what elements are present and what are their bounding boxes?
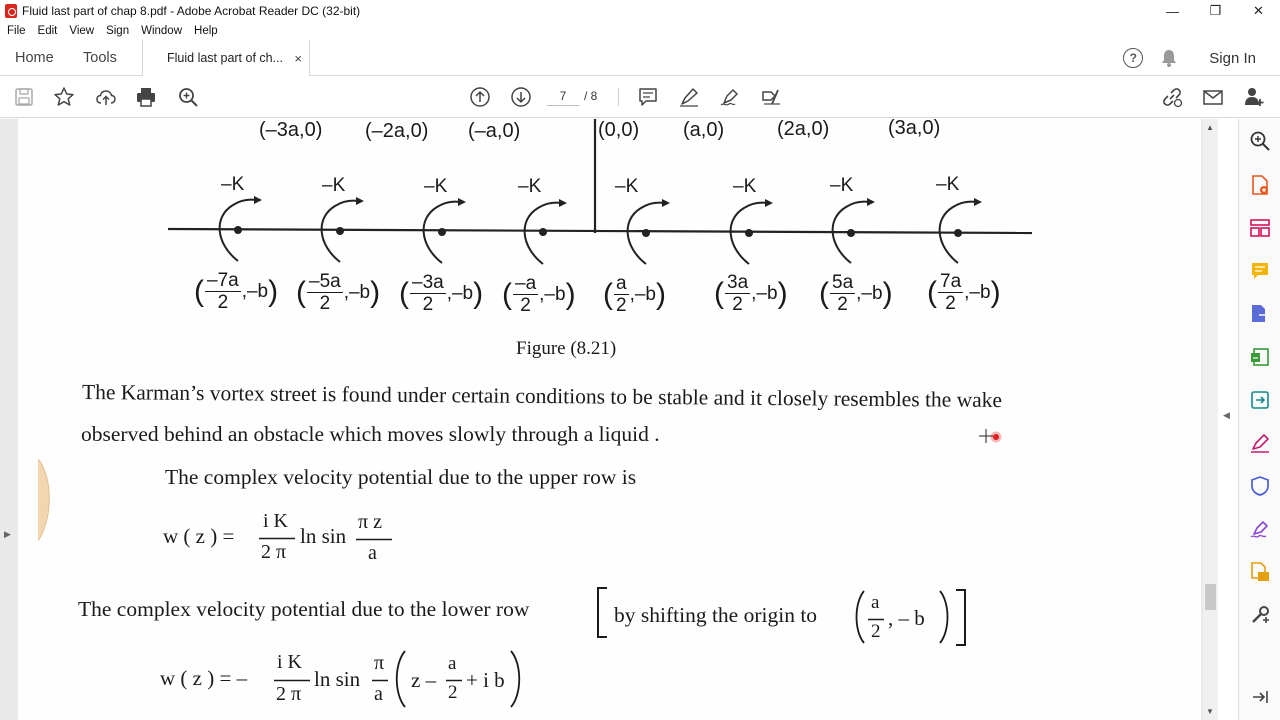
scrollbar-thumb[interactable]: [1205, 584, 1216, 610]
tab-home[interactable]: Home: [15, 50, 54, 66]
tab-tools[interactable]: Tools: [83, 50, 117, 66]
equation-denominator: a: [368, 542, 377, 564]
create-pdf-icon[interactable]: [1248, 173, 1272, 197]
vortex-strength-label: –K: [830, 175, 854, 196]
draw-sign-icon[interactable]: [718, 85, 742, 109]
fraction-numerator: 3a: [727, 272, 749, 293]
more-tools-icon[interactable]: [1248, 603, 1272, 627]
coord-label: (a,0): [683, 119, 725, 141]
fraction-denominator: 2: [616, 295, 627, 316]
left-paren: [391, 649, 409, 709]
bottom-coord-label: [927, 270, 1001, 316]
fraction-denominator: 2: [871, 621, 881, 642]
highlight-pen-icon[interactable]: [677, 85, 701, 109]
fraction-denominator: 2: [319, 293, 331, 314]
coord-tail: ,–b: [343, 282, 371, 303]
fraction-numerator: 5a: [832, 272, 854, 293]
coord-tail: ,–b: [629, 284, 656, 305]
fraction-bar: [274, 679, 310, 682]
fraction-denominator: 2: [520, 295, 531, 316]
title-bar: [0, 0, 1280, 22]
paren-close: ): [882, 277, 893, 310]
coord-tail: ,–b: [446, 283, 474, 304]
close-tab-icon[interactable]: ×: [294, 50, 302, 66]
paren-close: ): [268, 275, 279, 308]
paren-close: ): [777, 277, 788, 310]
equation-numerator: π z: [358, 511, 382, 533]
fraction-bar: [356, 538, 392, 541]
paren-close: ): [565, 278, 576, 311]
fraction-denominator: 2: [945, 293, 956, 314]
restore-button[interactable]: ❐: [1209, 3, 1222, 18]
paren-close: ): [990, 276, 1001, 309]
fraction-numerator: –3a: [412, 272, 444, 293]
fraction-denominator: 2: [732, 294, 743, 315]
bookmark-star-icon[interactable]: [52, 85, 76, 109]
fraction-bar: [259, 537, 295, 540]
paren-open: (: [502, 278, 512, 311]
paren-close: ): [656, 278, 666, 311]
right-panel-toggle-icon[interactable]: ◀: [1223, 410, 1230, 420]
bottom-coord-label: [714, 271, 788, 317]
email-icon[interactable]: [1201, 85, 1225, 109]
fraction-denominator: 2: [837, 294, 848, 315]
fill-and-sign-icon[interactable]: [1248, 431, 1272, 455]
fraction-numerator: –5a: [309, 271, 341, 292]
paren-close: ): [370, 276, 381, 309]
coord-tail: ,–b: [751, 283, 778, 304]
right-paren: [507, 649, 525, 709]
equation-denominator: 2 π: [261, 541, 287, 563]
page-number-input[interactable]: 7: [547, 86, 579, 106]
comment-tool-icon[interactable]: [1248, 259, 1272, 283]
tab-bar: [0, 40, 1280, 76]
coord-label: (–2a,0): [365, 120, 429, 142]
coord-label: (2a,0): [777, 119, 830, 140]
fill-sign-icon[interactable]: [759, 85, 783, 109]
left-paren: [850, 589, 868, 645]
export-pdf-icon[interactable]: [1248, 302, 1272, 326]
coord-label: (–3a,0): [259, 119, 323, 141]
paragraph-text: , – b: [888, 606, 925, 630]
equation-denominator: a: [374, 683, 383, 705]
fraction-numerator: a: [616, 273, 627, 294]
fraction: [513, 274, 538, 316]
menu-bar: [0, 22, 1280, 40]
fraction: [938, 272, 963, 314]
right-tools-panel: [1238, 119, 1280, 720]
equation-numerator: i K: [263, 510, 288, 532]
scan-edge-artifact: [36, 457, 56, 543]
right-square-bracket: [954, 589, 970, 647]
close-window-button[interactable]: ✕: [1253, 3, 1264, 18]
menu-file[interactable]: File: [7, 25, 26, 37]
toolbar-separator: [618, 88, 619, 106]
toolbar: [0, 76, 1280, 118]
vortex-strength-label: –K: [733, 176, 757, 197]
fraction: [205, 271, 241, 313]
fraction: [410, 273, 446, 315]
left-square-bracket: [595, 587, 611, 639]
paren-close: ): [473, 277, 484, 310]
equation-text: + i b: [466, 668, 505, 692]
paren-open: (: [819, 277, 829, 310]
left-panel-toggle-icon[interactable]: ▶: [4, 529, 11, 539]
window-title: Fluid last part of chap 8.pdf - Adobe Acrobat Reader DC (32-bit): [22, 4, 361, 18]
paren-open: (: [603, 278, 613, 311]
coord-tail: ,–b: [856, 283, 883, 304]
paren-open: (: [927, 276, 937, 309]
coord-tail: ,–b: [241, 281, 269, 302]
bottom-coord-label: [603, 272, 666, 318]
vortex-strength-label: –K: [936, 174, 960, 195]
scroll-up-icon[interactable]: ▲: [1206, 123, 1214, 132]
send-for-review-icon[interactable]: [1248, 388, 1272, 412]
combine-files-icon[interactable]: [1248, 560, 1272, 584]
zoom-search-icon[interactable]: [176, 85, 200, 109]
document-viewport[interactable]: [0, 119, 1218, 720]
notification-bell-icon[interactable]: [1161, 49, 1177, 67]
next-page-icon[interactable]: [509, 85, 533, 109]
collapse-panel-icon[interactable]: [1248, 685, 1272, 709]
mouse-cursor-icon: [978, 428, 1004, 444]
menu-edit[interactable]: Edit: [37, 25, 58, 37]
fraction-numerator: a: [871, 592, 880, 613]
menu-window[interactable]: Window: [141, 25, 183, 37]
cloud-upload-icon[interactable]: [94, 85, 118, 109]
comment-icon[interactable]: [636, 85, 660, 109]
paragraph-text: by shifting the origin to: [614, 603, 818, 627]
equation-lhs: w ( z ) = –: [160, 666, 248, 690]
paragraph-line: The complex velocity potential due to the upper row is: [165, 465, 637, 489]
paren-open: (: [399, 277, 409, 310]
vortex-strength-label: –K: [424, 176, 448, 197]
coord-label: (0,0): [598, 119, 640, 141]
equation-numerator: a: [448, 653, 457, 674]
organize-pages-icon[interactable]: [1248, 216, 1272, 240]
fraction-denominator: 2: [217, 292, 229, 313]
fraction: [614, 274, 629, 316]
fraction-numerator: –a: [515, 273, 537, 294]
coord-label: (3a,0): [888, 119, 941, 139]
fraction: [830, 273, 855, 315]
paren-open: (: [194, 275, 204, 308]
coord-tail: ,–b: [539, 284, 566, 305]
protect-shield-icon[interactable]: [1248, 474, 1272, 498]
fraction-numerator: –7a: [207, 270, 239, 291]
menu-view[interactable]: View: [69, 25, 95, 37]
vortex-strength-label: –K: [322, 175, 346, 196]
paragraph-line: observed behind an obstacle which moves slowly through a liquid .: [81, 422, 660, 446]
right-paren: [936, 589, 954, 645]
vortex-strength-label: –K: [615, 176, 639, 197]
request-signature-icon[interactable]: [1248, 517, 1272, 541]
tab-document[interactable]: [142, 40, 310, 76]
acrobat-app-icon: [5, 4, 17, 18]
zoom-in-icon[interactable]: [1248, 129, 1272, 153]
equation-text: z –: [411, 668, 437, 692]
minimize-button[interactable]: —: [1166, 3, 1179, 19]
vertical-scrollbar[interactable]: [1203, 119, 1218, 720]
equation-numerator: π: [374, 652, 385, 674]
share-link-icon[interactable]: [1160, 85, 1184, 109]
fraction-denominator: 2: [422, 294, 434, 315]
coord-tail: ,–b: [964, 282, 991, 303]
fraction: [725, 273, 750, 315]
paragraph-line: The Karman’s vortex street is found under certain conditions to be stable and it closely resembles the wake: [81, 380, 1003, 413]
paren-open: (: [296, 276, 306, 309]
bottom-coord-label: [399, 271, 483, 317]
window-controls: [1151, 0, 1280, 22]
equation-numerator: i K: [277, 651, 302, 673]
equation-text: ln sin: [300, 524, 347, 548]
bottom-coord-label: [819, 271, 893, 317]
menu-help[interactable]: Help: [194, 25, 218, 37]
paragraph-line: The complex velocity potential due to the lower row: [78, 597, 530, 621]
vortex-strength-label: –K: [518, 176, 542, 197]
equation-denominator: 2 π: [276, 683, 302, 705]
bottom-coord-label: [502, 272, 576, 318]
fraction: [307, 272, 343, 314]
coord-label: (–a,0): [468, 120, 521, 142]
save-icon[interactable]: [12, 85, 36, 109]
fraction-numerator: 7a: [940, 271, 962, 292]
fraction-bar: [372, 679, 388, 682]
print-icon[interactable]: [134, 85, 158, 109]
bottom-coord-label: [296, 270, 380, 316]
edit-pdf-icon[interactable]: [1248, 345, 1272, 369]
pdf-page: [18, 119, 1201, 720]
paren-open: (: [714, 277, 724, 310]
vortex-strength-label: –K: [221, 174, 245, 195]
menu-sign[interactable]: Sign: [106, 25, 130, 37]
equation-lhs: w ( z ) =: [163, 524, 235, 548]
equation-text: ln sin: [314, 667, 361, 691]
header-right-tools: [1123, 40, 1256, 76]
help-icon[interactable]: ?: [1123, 48, 1143, 68]
bottom-coord-label: [194, 269, 278, 315]
equation-denominator: 2: [448, 682, 458, 703]
sign-in-button[interactable]: Sign In: [1209, 49, 1256, 67]
figure-caption: Figure (8.21): [516, 338, 617, 359]
page-total: / 8: [584, 89, 598, 103]
tab-document-label: Fluid last part of ch...: [167, 51, 284, 65]
scroll-down-icon[interactable]: ▼: [1206, 707, 1214, 716]
previous-page-icon[interactable]: [468, 85, 492, 109]
add-user-icon[interactable]: [1242, 85, 1266, 109]
